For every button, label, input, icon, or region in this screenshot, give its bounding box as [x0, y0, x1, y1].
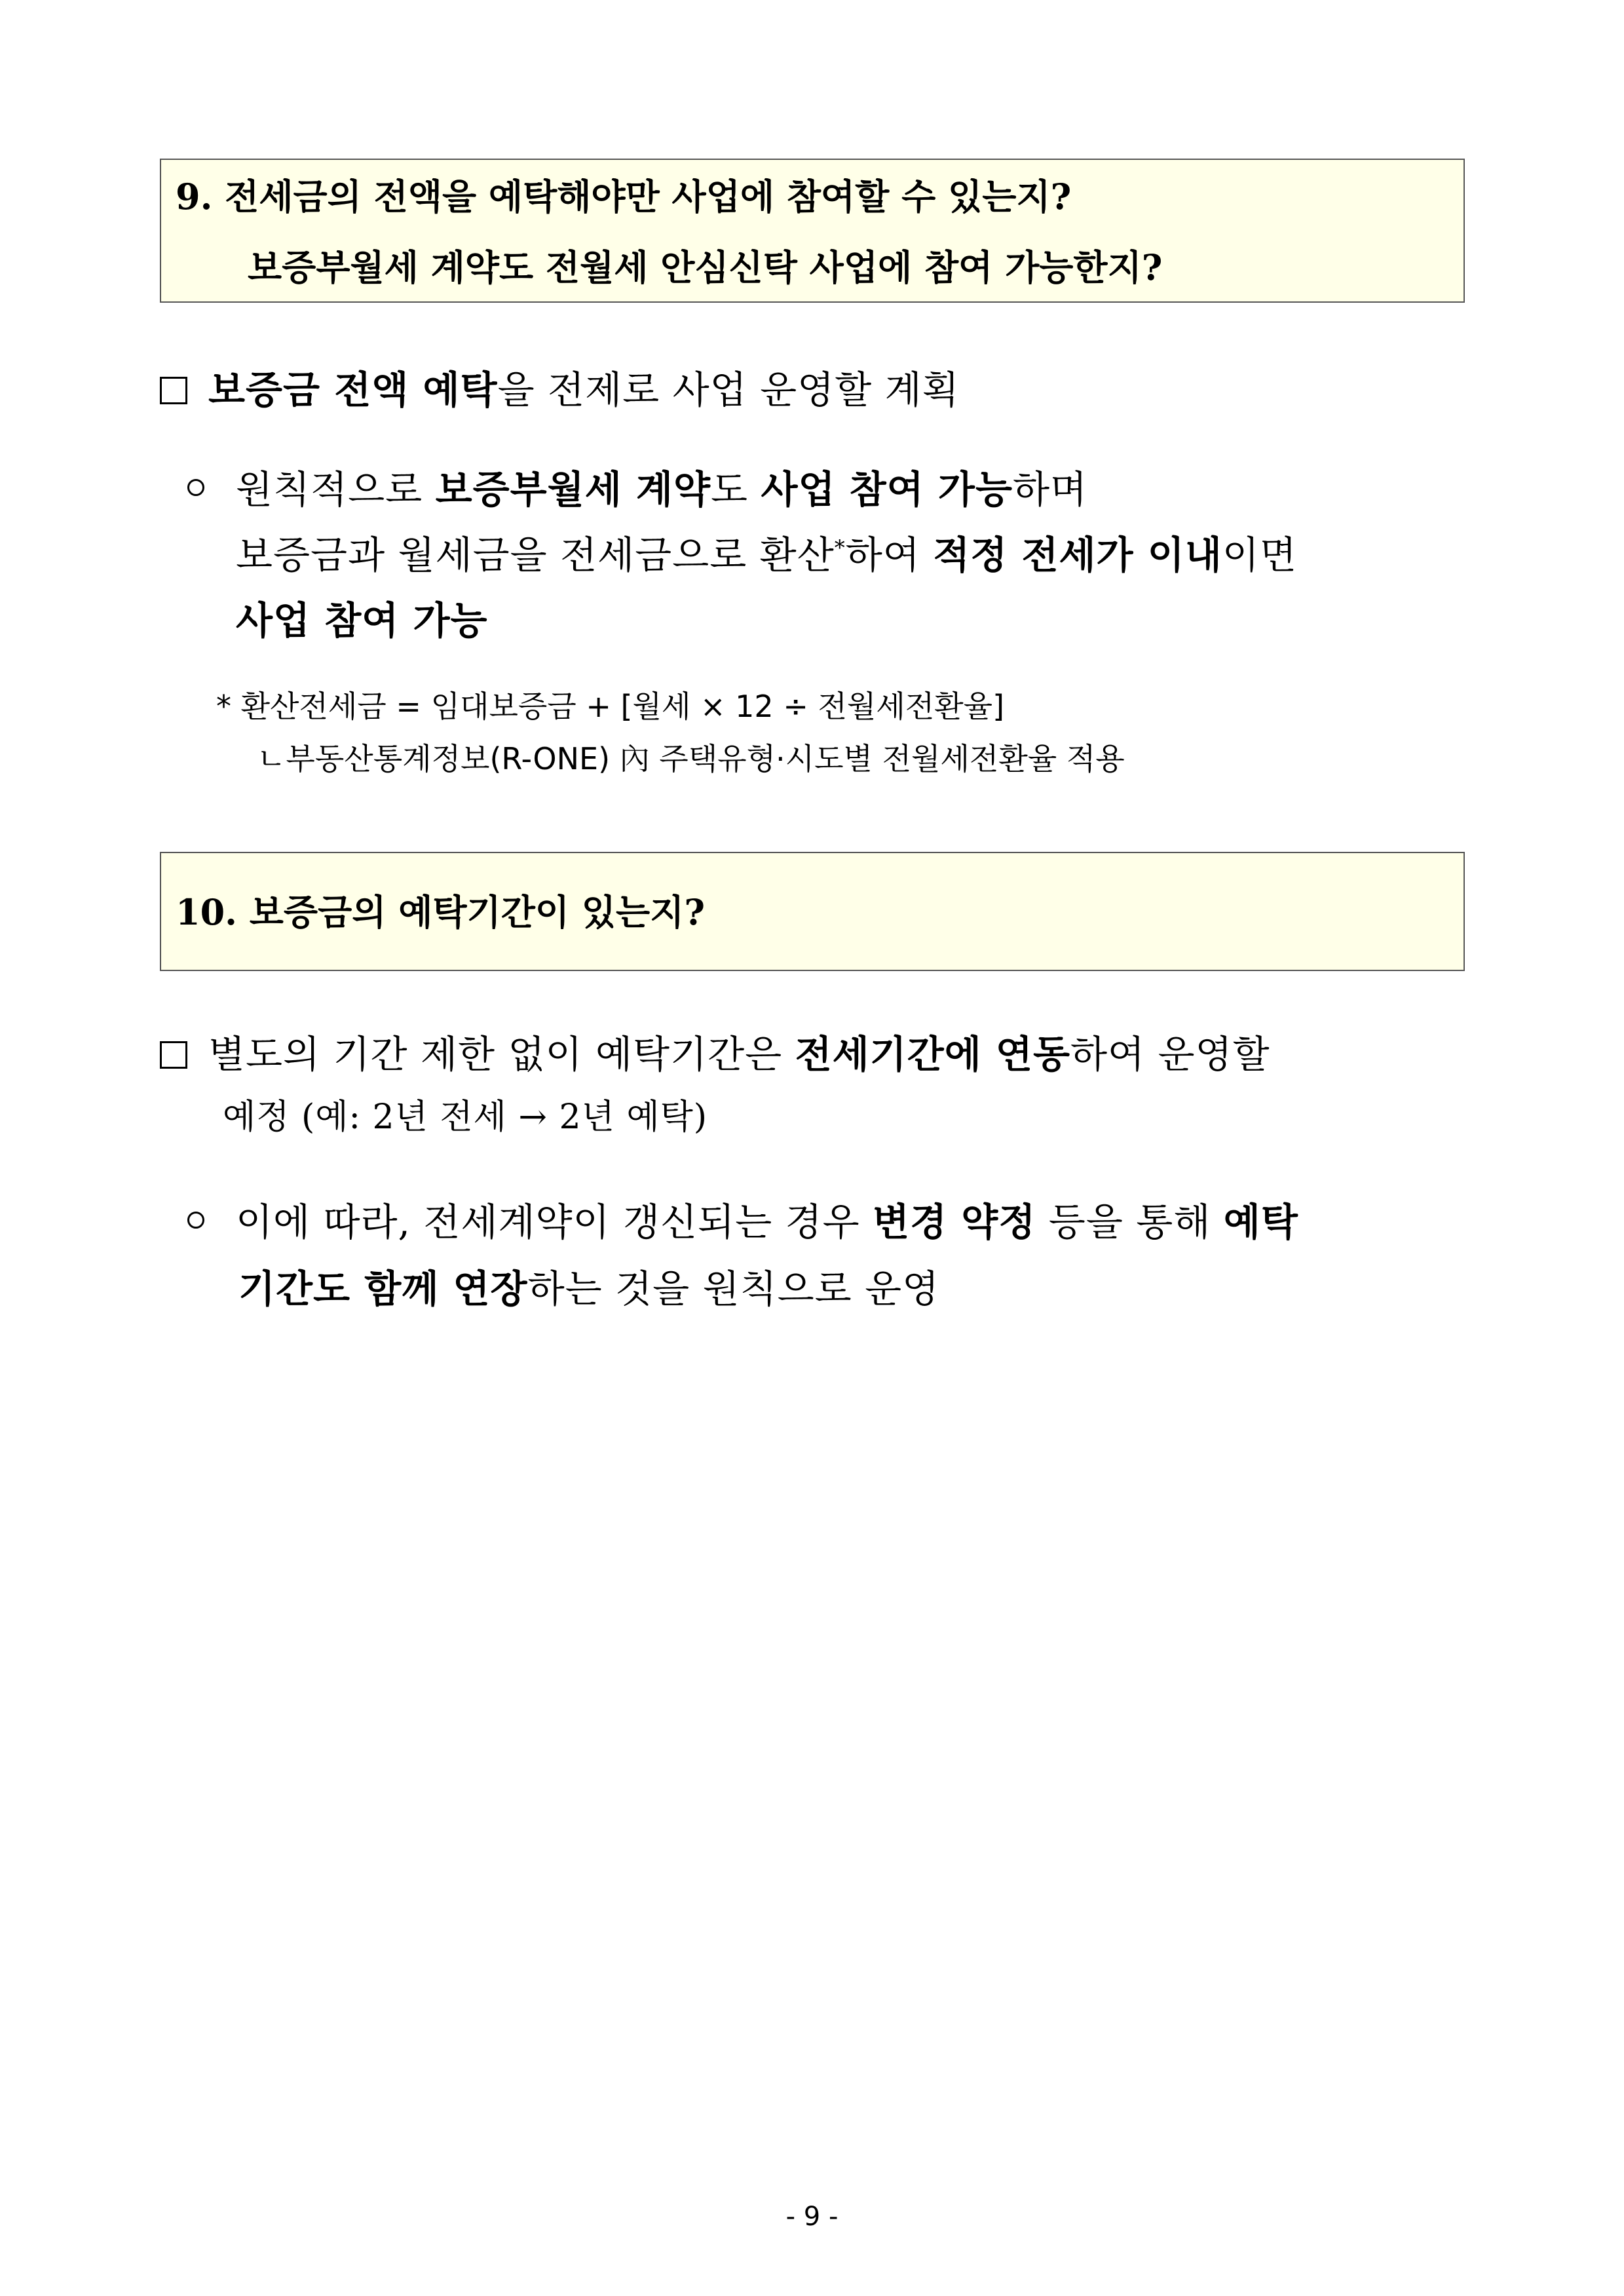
bold-text: 보증금 전액 예탁 [208, 368, 498, 412]
question-10-title: 10. 보증금의 예탁기간이 있는지? [176, 891, 705, 933]
text: 을 전제로 사업 운영할 계획 [497, 368, 960, 412]
square-bullet-icon [160, 1041, 187, 1069]
circle-bullet-icon [187, 479, 204, 496]
page-number: - 9 - [785, 2202, 839, 2232]
footnote-source: ㄴ부동산통계정보(R-ONE) 內 주택유형·시도별 전월세전환율 적용 [257, 741, 1125, 776]
circle-bullet-icon [187, 1212, 204, 1229]
question-9-subtitle: 보증부월세 계약도 전월세 안심신탁 사업에 참여 가능한지? [248, 246, 1163, 288]
question-10-box [160, 852, 1465, 971]
answer-9-sub-point-line-3: 사업 참여 가능 [236, 598, 488, 643]
answer-9-sub-point-line-2: 보증금과 월세금을 전세금으로 환산*하여 적정 전세가 이내이면 [236, 533, 1297, 577]
question-9-title: 9. 전세금의 전액을 예탁해야만 사업에 참여할 수 있는지? [176, 176, 1072, 218]
answer-10-main-point: 별도의 기간 제한 없이 예탁기간은 전세기간에 연동하여 운영할 [160, 1024, 1270, 1079]
square-bullet-icon [160, 377, 187, 404]
answer-10-sub-point-line-2: 기간도 함께 연장하는 것을 원칙으로 운영 [238, 1267, 940, 1311]
answer-9-main-point [160, 359, 960, 414]
answer-10-sub-point: 이에 따라, 전세계약이 갱신되는 경우 변경 약정 등을 통해 예탁 [187, 1191, 1298, 1246]
answer-9-sub-point: 원칙적으로 보증부월세 계약도 사업 참여 가능하며 [187, 459, 1087, 514]
question-9-box [160, 159, 1465, 303]
footnote-formula: * 환산전세금 = 임대보증금 + [월세 × 12 ÷ 전월세전환율] [216, 689, 1005, 724]
answer-10-main-point-line-2: 예정 (예: 2년 전세 → 2년 예탁) [223, 1098, 708, 1137]
footnote-marker: * [834, 535, 846, 560]
